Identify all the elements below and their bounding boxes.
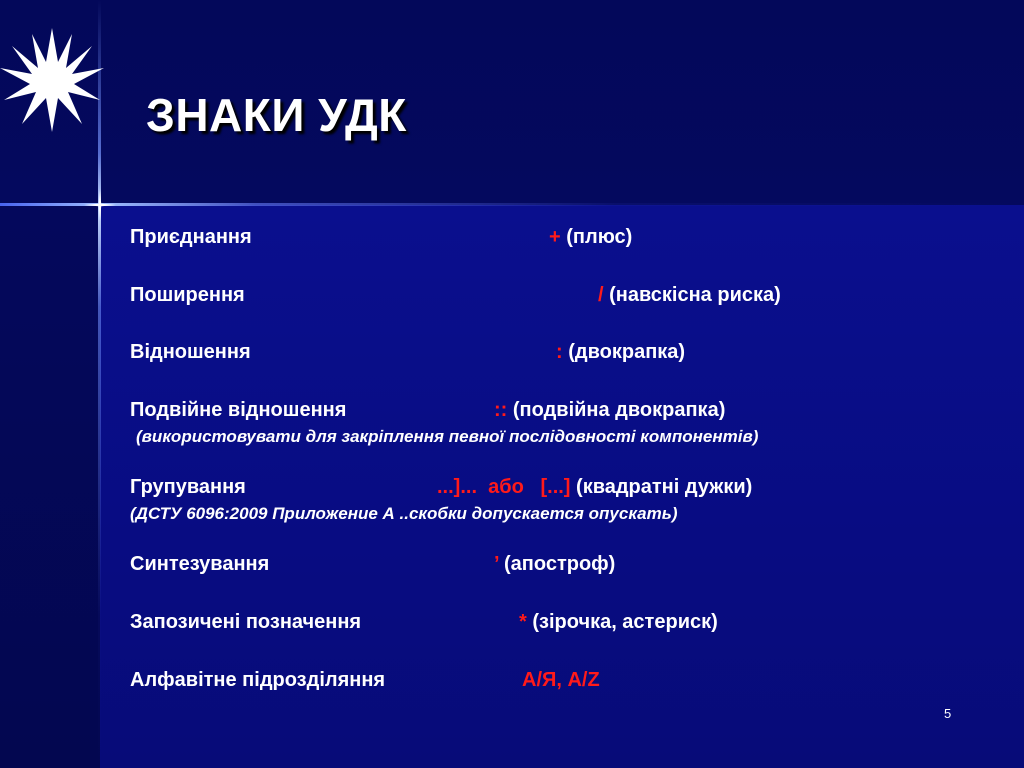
row-sign-group — [437, 476, 752, 499]
row-sign: + — [549, 226, 561, 248]
page-number: 5 — [944, 706, 952, 721]
sparkle-icon — [84, 189, 116, 221]
row-sign-group — [549, 226, 632, 249]
row-sign-group — [519, 611, 718, 634]
row-description: (апостроф) — [504, 553, 616, 575]
row-label: Приєднання — [130, 226, 252, 248]
row-sign: : — [556, 341, 563, 363]
row-label: Запозичені позначення — [130, 611, 362, 633]
row-sign-group — [598, 284, 781, 307]
row-description: (зірочка, астериск) — [532, 611, 718, 633]
starburst-icon — [0, 28, 104, 132]
row-sign: / — [598, 284, 604, 306]
row-sign-group — [522, 669, 600, 692]
row-label: Відношення — [130, 341, 251, 363]
row-label: Синтезування — [130, 553, 270, 575]
row-note: (використовувати для закріплення певної послідовності компонентів) — [136, 427, 759, 446]
row-sign: :: — [494, 399, 508, 421]
row-label: Групування — [130, 476, 246, 498]
row-sign: ’ — [494, 553, 499, 575]
row-sign-group — [556, 341, 685, 364]
row-sign-group — [494, 553, 615, 576]
row-description: (плюс) — [566, 226, 633, 248]
row-label: Алфавітне підрозділяння — [130, 669, 386, 691]
row-sign: * — [519, 611, 527, 633]
row-note: (ДСТУ 6096:2009 Приложение А ..скобки допускается опускать) — [130, 504, 678, 523]
row-description: (подвійна двокрапка) — [512, 399, 726, 421]
row-label: Подвійне відношення — [130, 399, 347, 421]
row-description: (квадратні дужки) — [576, 476, 753, 498]
row-sign: ...]... або [...] — [437, 476, 571, 498]
slide-title: ЗНАКИ УДК — [146, 89, 407, 141]
row-description: (навскісна риска) — [609, 284, 781, 306]
horizontal-light-line — [0, 203, 1024, 206]
row-sign: A/Я, A/Z — [522, 669, 600, 691]
row-label: Поширення — [130, 284, 245, 306]
slide-left-band — [0, 205, 100, 768]
row-sign-group — [494, 399, 725, 422]
row-description: (двокрапка) — [568, 341, 686, 363]
